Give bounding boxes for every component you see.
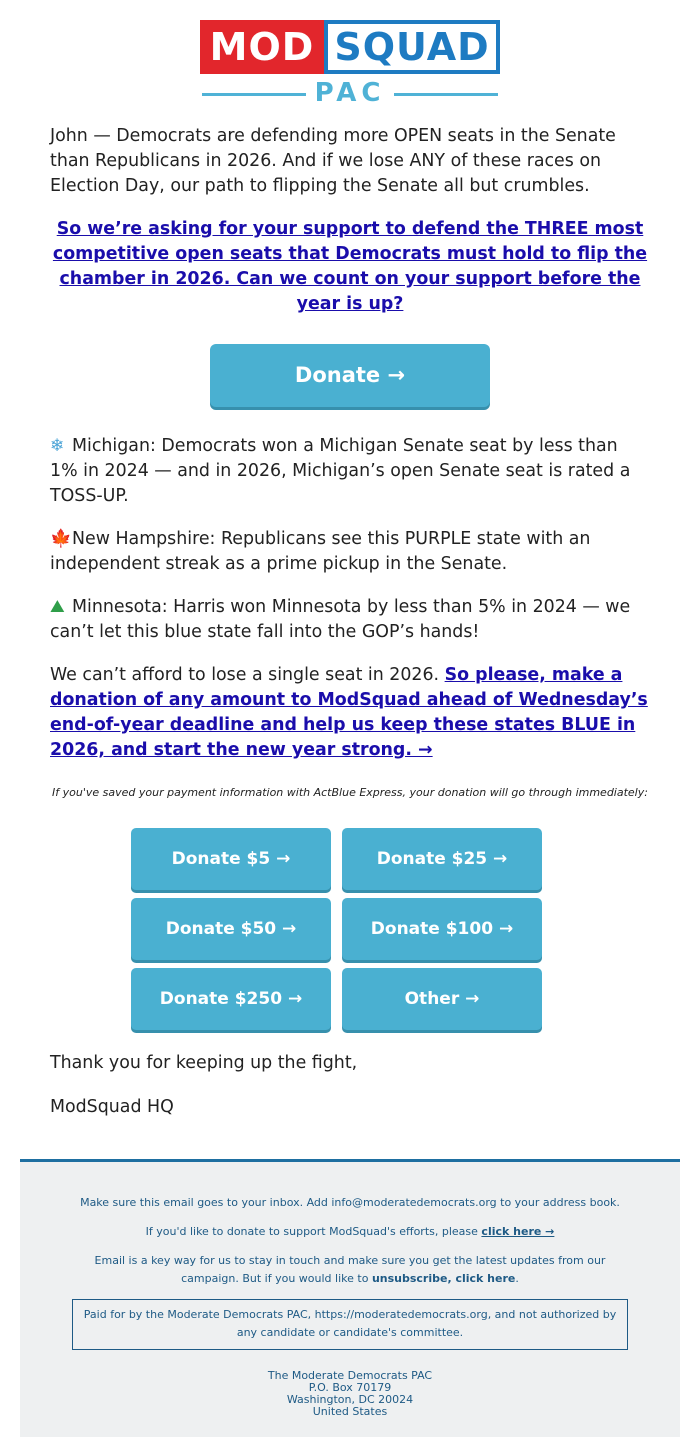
ask-paragraph bbox=[50, 217, 650, 317]
closing-text: We can’t afford to lose a single seat in 2026. bbox=[50, 665, 445, 685]
logo-divider-left bbox=[202, 93, 306, 96]
ask-link[interactable]: So we’re asking for your support to defend the THREE most competitive open seats that Democrats must hold to flip the chamber in 2026. Can we count on your support before the year is up? bbox=[52, 219, 648, 314]
footer-email-text: campaign. But if you would like to bbox=[181, 1272, 372, 1285]
footer-email-line-1: Email is a key way for us to stay in touch and make sure you get the latest updates from our bbox=[94, 1254, 606, 1267]
snowflake-icon: ❄ bbox=[50, 436, 65, 456]
logo-mod-text: MOD bbox=[200, 20, 324, 74]
footer-support-link[interactable]: click here → bbox=[481, 1225, 555, 1238]
donate-other-button[interactable]: Other → bbox=[342, 968, 542, 1030]
state-michigan bbox=[50, 434, 650, 509]
logo-squad-text: SQUAD bbox=[324, 20, 500, 74]
email-footer bbox=[20, 1159, 680, 1437]
state-new-hampshire bbox=[50, 527, 650, 577]
footer-email-line-2 bbox=[20, 1271, 680, 1287]
donate-50-button[interactable]: Donate $50 → bbox=[131, 898, 331, 960]
address-line: The Moderate Democrats PAC bbox=[267, 1369, 433, 1382]
maple-leaf-icon: 🍁 bbox=[50, 529, 72, 549]
signoff: Thank you for keeping up the fight, bbox=[50, 1053, 358, 1073]
footer-inbox-note: Make sure this email goes to your inbox. Add info@moderatedemocrats.org to your address book. bbox=[80, 1196, 620, 1209]
state-michigan-text: Michigan: Democrats won a Michigan Senate seat by less than 1% in 2024 — and in 2026, Michigan’s open Senate seat is rated a TOSS-UP. bbox=[50, 436, 631, 506]
donate-250-button[interactable]: Donate $250 → bbox=[131, 968, 331, 1030]
unsubscribe-link[interactable]: unsubscribe, click here bbox=[371, 1272, 516, 1285]
state-minnesota-text: Minnesota: Harris won Minnesota by less than 5% in 2024 — we can’t let this blue state fall into the GOP’s hands! bbox=[50, 597, 631, 642]
donate-button[interactable]: Donate → bbox=[210, 344, 490, 407]
signature: ModSquad HQ bbox=[50, 1097, 174, 1117]
closing-paragraph bbox=[50, 663, 650, 763]
address-line: P.O. Box 70179 bbox=[308, 1381, 392, 1394]
donate-5-button[interactable]: Donate $5 → bbox=[131, 828, 331, 890]
logo-pac-text: PAC bbox=[314, 78, 386, 108]
intro-paragraph: John — Democrats are defending more OPEN seats in the Senate than Republicans in 2026. And if we lose ANY of these races on Election Day, our path to flipping the Senate all but crumbles. bbox=[50, 126, 616, 196]
footer-support-text: If you'd like to donate to support ModSquad's efforts, please bbox=[145, 1225, 482, 1238]
donate-25-button[interactable]: Donate $25 → bbox=[342, 828, 542, 890]
address-line: United States bbox=[312, 1405, 388, 1418]
mailing-address bbox=[20, 1370, 680, 1418]
closing-donate-link[interactable]: So please, make a donation of any amount to ModSquad ahead of Wednesday’s end-of-year deadline and help us keep these states BLUE in 2026, and start the new year strong. → bbox=[50, 665, 648, 760]
modsquad-pac-logo bbox=[200, 20, 500, 106]
donate-100-button[interactable]: Donate $100 → bbox=[342, 898, 542, 960]
address-line: Washington, DC 20024 bbox=[286, 1393, 414, 1406]
state-new-hampshire-text: New Hampshire: Republicans see this PURPLE state with an independent streak as a prime pickup in the Senate. bbox=[50, 529, 591, 574]
state-minnesota bbox=[50, 595, 650, 645]
actblue-express-note: If you've saved your payment information with ActBlue Express, your donation will go through immediately: bbox=[52, 786, 648, 799]
paid-for-disclaimer: Paid for by the Moderate Democrats PAC, https://moderatedemocrats.org, and not authorized by any candidate or candidate's committee. bbox=[72, 1299, 628, 1350]
footer-email-period: . bbox=[515, 1272, 519, 1285]
footer-support-line bbox=[20, 1224, 680, 1240]
logo-divider-right bbox=[394, 93, 498, 96]
mountain-icon: ⛰ bbox=[50, 597, 65, 617]
